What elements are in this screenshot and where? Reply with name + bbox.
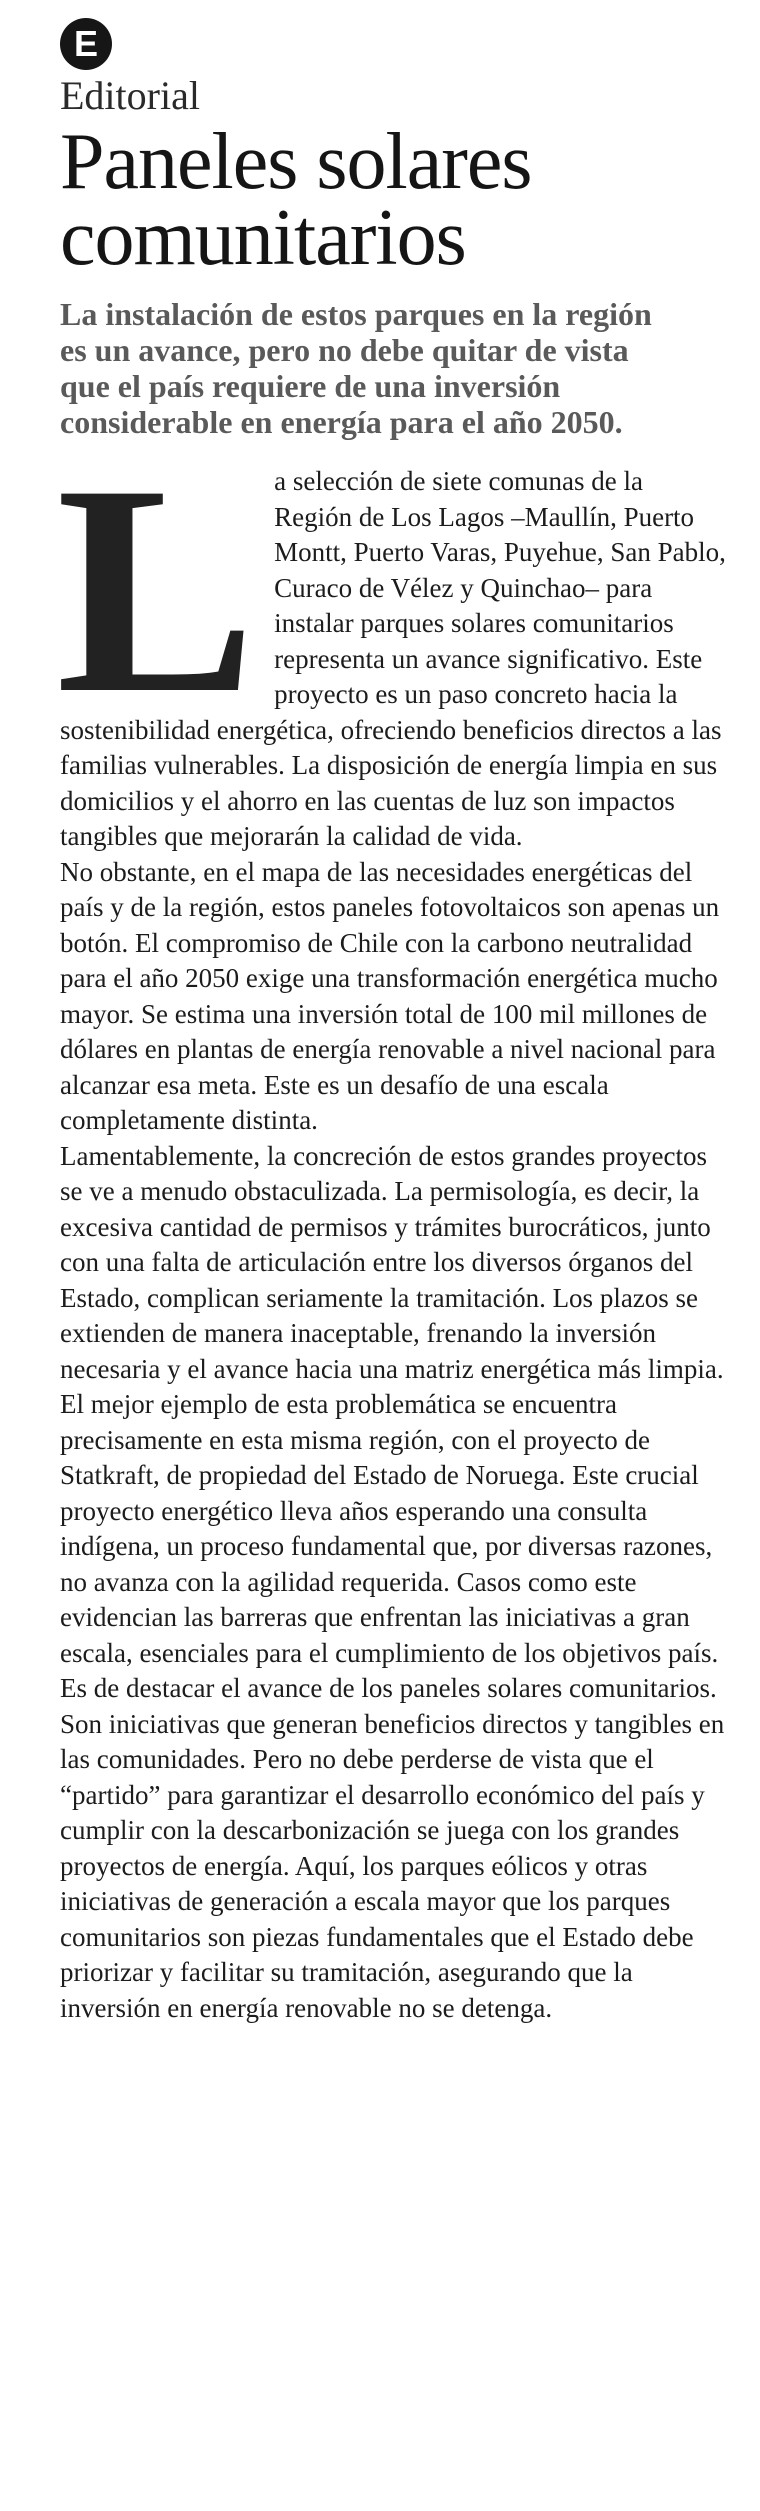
paragraph-3: Lamentablemente, la concreción de estos grandes proyectos se ve a menudo obstaculizada. La permisología, es decir, la excesiva cantidad de permisos y trámites burocráticos, junto con una falta de articulación entre los diversos órganos del Estado, complican seriamente la tramitación. Los plazos se extienden de manera inaceptable, frenando la inversión necesaria y el avance hacia una matriz energética más limpia. (60, 1140, 724, 1384)
section-badge: E (60, 18, 112, 70)
paragraph-4: El mejor ejemplo de esta problemática se encuentra precisamente en esta misma región, con el proyecto de Statkraft, de propiedad del Estado de Noruega. Este crucial proyecto energético lleva años esperando una consulta indígena, un proceso fundamental que, por diversas razones, no avanza con la agilidad requerida. Casos como este evidencian las barreras que enfrentan las iniciativas a gran escala, esenciales para el cumplimiento de los objetivos país. (60, 1389, 719, 1668)
deck-line-1: La instalación de estos parques en la región (60, 296, 652, 332)
paragraph-2: No obstante, en el mapa de las necesidades energéticas del país y de la región, estos paneles fotovoltaicos son apenas un botón. El compromiso de Chile con la carbono neutralidad para el año 2050 exige una transformación energética mucho mayor. Se estima una inversión total de 100 mil millones de dólares en plantas de energía renovable a nivel nacional para alcanzar esa meta. Este es un desafío de una escala completamente distinta. (60, 856, 720, 1135)
headline (60, 118, 726, 282)
paragraph-1: a selección de siete comunas de la Región de Los Lagos –Maullín, Puerto Montt, Puerto Varas, Puyehue, San Pablo, Curaco de Vélez y Quinchao– para instalar parques solares comunitarios representa un avance significativo. Este proyecto es un paso concreto hacia la sostenibilidad energética, ofreciendo beneficios directos a las familias vulnerables. La disposición de energía limpia en sus domicilios y el ahorro en las cuentas de luz son impactos tangibles que mejorarán la calidad de vida. (60, 466, 726, 851)
headline-line-1: Paneles solares (60, 118, 532, 206)
section-label: Editorial (60, 73, 200, 118)
article-body (56, 423, 726, 2026)
deck-line-3: que el país requiere de una inversión (60, 368, 561, 404)
headline-line-2: comunitarios (60, 194, 466, 282)
drop-cap: L (56, 423, 257, 755)
paragraph-5: Es de destacar el avance de los paneles solares comunitarios. Son iniciativas que generan beneficios directos y tangibles en las comunidades. Pero no debe perderse de vista que el “partido” para garantizar el desarrollo económico del país y cumplir con la descarbonización se juega con los grandes proyectos de energía. Aquí, los parques eólicos y otras iniciativas de generación a escala mayor que los parques comunitarios son piezas fundamentales que el Estado debe priorizar y facilitar su tramitación, asegurando que la inversión en energía renovable no se detenga. (60, 1673, 725, 2023)
deck-subtitle (60, 296, 726, 440)
deck-line-2: es un avance, pero no debe quitar de vista (60, 332, 629, 368)
deck-line-4: considerable en energía para el año 2050. (60, 404, 623, 440)
